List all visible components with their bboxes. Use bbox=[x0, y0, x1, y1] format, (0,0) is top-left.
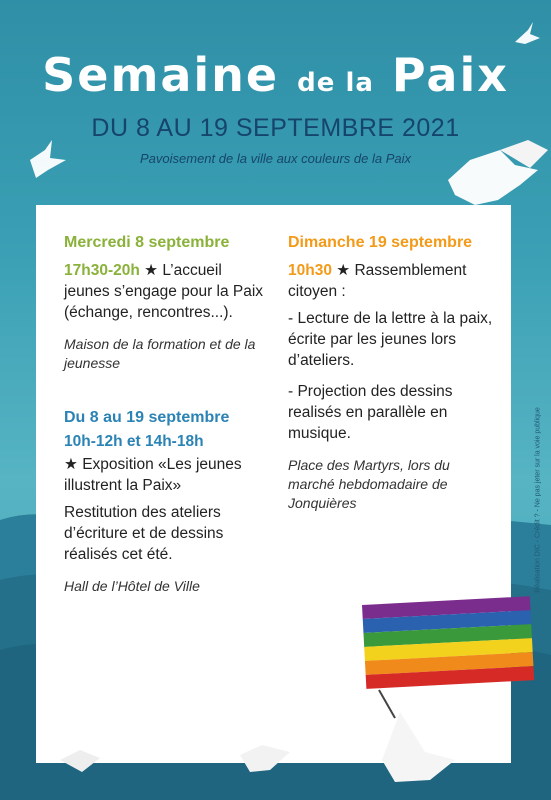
right-column bbox=[288, 232, 498, 513]
event2-description: Restitution des ateliers d’écriture et de dessins réalisés cet été. bbox=[64, 504, 224, 563]
event3-place: Place des Martyrs, lors du marché hebdomadaire de Jonquières bbox=[288, 457, 450, 511]
date-range: DU 8 AU 19 SEPTEMBRE 2021 bbox=[91, 114, 460, 142]
star-icon: ★ bbox=[144, 262, 159, 279]
left-column bbox=[64, 232, 269, 596]
event3-item2: - Projection des dessins realisés en parallèle en musique. bbox=[288, 383, 453, 442]
event2-heading: Du 8 au 19 septembre bbox=[64, 409, 230, 426]
page-title: Semaine de la Paix bbox=[42, 48, 509, 102]
event1-place: Maison de la formation et de la jeunesse bbox=[64, 336, 256, 371]
star-icon: ★ bbox=[64, 456, 78, 473]
event1-text: 17h30-20h ★ L’accueil jeunes s’engage pour la Paix (échange, rencontres...). bbox=[64, 262, 264, 321]
event2-place: Hall de l’Hôtel de Ville bbox=[64, 578, 200, 594]
event2-text: ★ Exposition «Les jeunes illustrent la Paix» bbox=[64, 456, 242, 494]
subtitle: Pavoisement de la ville aux couleurs de la Paix bbox=[140, 151, 411, 166]
event2-time: 10h-12h et 14h-18h bbox=[64, 433, 204, 450]
event3-heading: Dimanche 19 septembre bbox=[288, 234, 473, 251]
event3-text: 10h30 ★ Rassemblement citoyen : bbox=[288, 262, 467, 300]
event3-item1: - Lecture de la lettre à la paix, écrite par les jeunes lors d’ateliers. bbox=[288, 310, 493, 369]
star-icon: ★ bbox=[336, 262, 351, 279]
credit-line: Réalisation DIC - Crédit ? - Ne pas jeter sur la voie publique bbox=[534, 407, 542, 593]
event1-heading: Mercredi 8 septembre bbox=[64, 234, 230, 251]
